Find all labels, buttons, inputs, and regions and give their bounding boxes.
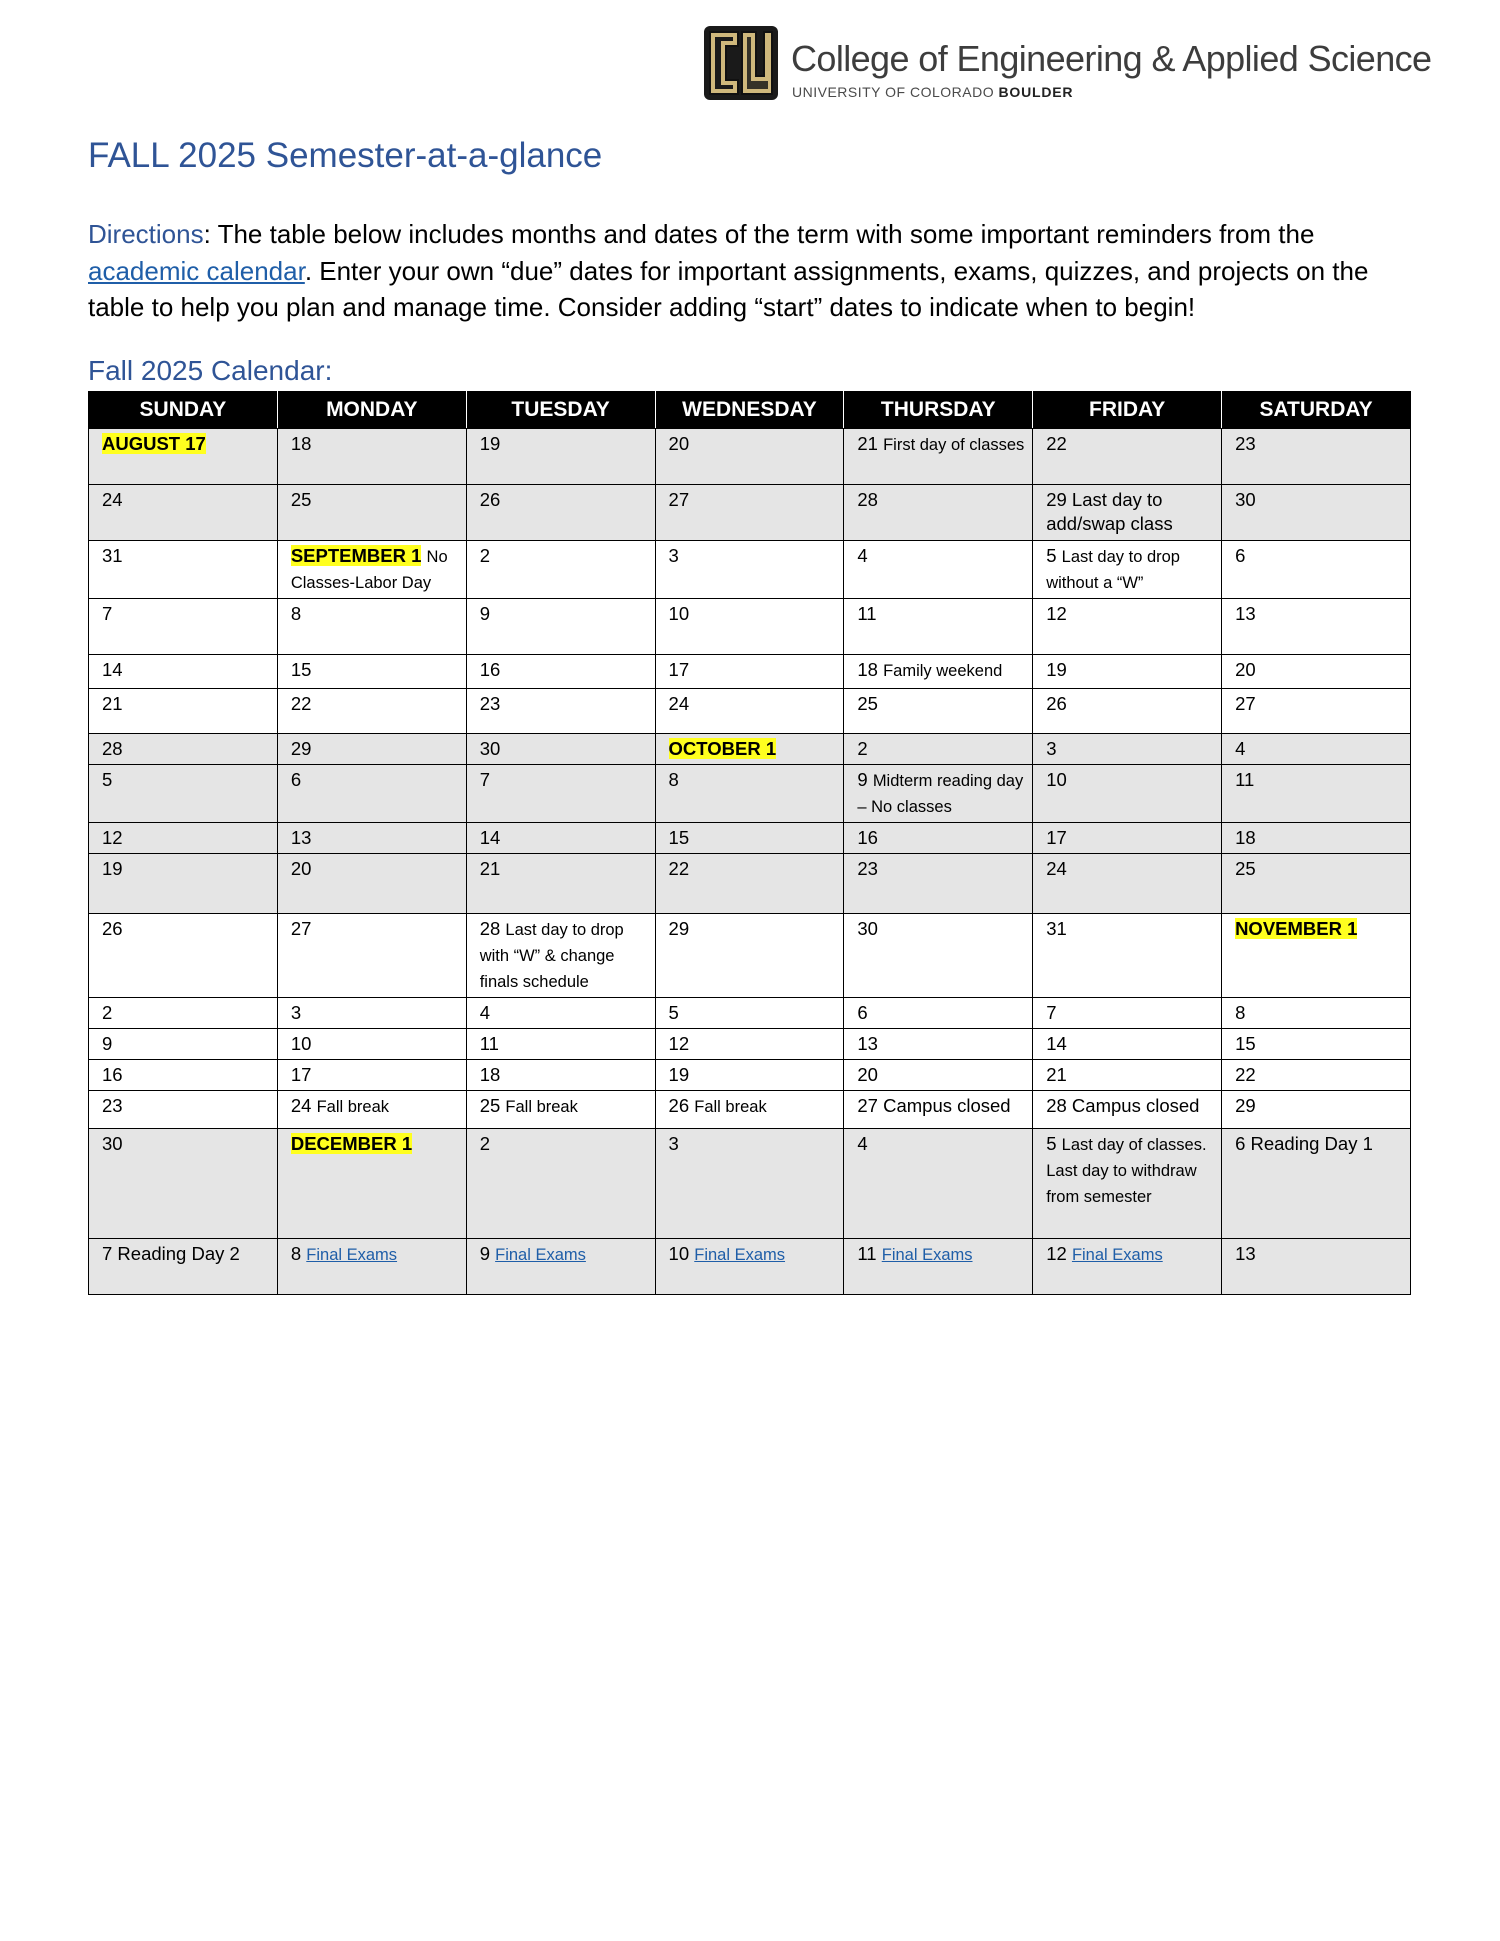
header-thursday: THURSDAY — [844, 391, 1033, 429]
month-start-label: AUGUST 17 — [102, 433, 206, 454]
page-title: FALL 2025 Semester-at-a-glance — [88, 136, 603, 175]
calendar-day-cell[interactable] — [655, 823, 844, 854]
day-note: First day of classes — [883, 436, 1025, 454]
directions-colon: : — [203, 219, 218, 249]
day-number: 30 — [102, 1133, 123, 1154]
day-number: 12 — [1046, 1243, 1067, 1264]
calendar-day-cell[interactable] — [466, 689, 655, 734]
calendar-day-cell[interactable] — [1222, 599, 1411, 655]
calendar-day-cell[interactable] — [277, 914, 466, 998]
day-number: 9 — [102, 1033, 113, 1054]
day-number: 20 — [290, 858, 312, 879]
calendar-day-cell[interactable] — [655, 689, 844, 734]
day-number: 3 — [668, 545, 679, 566]
day-number: 25 — [857, 693, 878, 714]
day-number: 22 — [1046, 433, 1067, 454]
day-number: 12 — [102, 827, 123, 848]
logo-sub-prefix: UNIVERSITY OF COLORADO — [792, 84, 995, 100]
day-number: 22 — [1235, 1064, 1256, 1085]
day-number: 21 — [102, 693, 123, 714]
calendar-day-cell[interactable] — [844, 1060, 1033, 1091]
calendar-day-cell[interactable] — [89, 854, 278, 914]
day-number: 18 — [857, 659, 878, 680]
day-number: 26 — [479, 489, 501, 510]
day-number: 29 — [1235, 1095, 1256, 1116]
directions-label: Directions — [88, 219, 204, 249]
calendar-day-cell[interactable] — [844, 655, 1033, 689]
day-number: 8 — [668, 769, 679, 790]
day-number: 2 — [479, 1133, 490, 1154]
calendar-day-cell[interactable] — [89, 429, 278, 485]
day-number: 5 — [1046, 1133, 1057, 1154]
calendar-day-cell[interactable] — [277, 1091, 466, 1129]
header-wednesday: WEDNESDAY — [655, 391, 844, 429]
calendar-day-cell[interactable] — [89, 541, 278, 599]
calendar-day-cell[interactable] — [1222, 1239, 1411, 1295]
day-note: No Classes-Labor Day — [290, 548, 448, 592]
month-start-label: DECEMBER 1 — [290, 1133, 413, 1154]
day-number: 16 — [857, 827, 878, 848]
calendar-day-cell[interactable] — [277, 1239, 466, 1295]
logo-sub-bold: BOULDER — [998, 84, 1074, 100]
calendar-day-cell[interactable] — [466, 429, 655, 485]
day-number: 5 — [102, 769, 113, 790]
calendar-day-cell[interactable] — [655, 1091, 844, 1129]
calendar-day-cell[interactable] — [277, 655, 466, 689]
day-number: 11 — [1235, 769, 1255, 790]
day-number: 10 — [290, 1033, 312, 1054]
calendar-day-cell[interactable] — [89, 998, 278, 1029]
day-number: 21 — [479, 858, 501, 879]
header-saturday: SATURDAY — [1222, 391, 1411, 429]
day-number: 13 — [857, 1033, 878, 1054]
calendar-body — [89, 429, 1411, 1295]
day-number: 4 — [479, 1002, 490, 1023]
calendar-day-cell[interactable] — [1033, 541, 1222, 599]
day-number: 2 — [479, 545, 490, 566]
day-note: Last day to drop with “W” & change finals schedule — [479, 921, 624, 991]
day-number: 18 — [1235, 827, 1256, 848]
day-number: 9 — [479, 1243, 490, 1264]
calendar-day-cell[interactable] — [655, 1239, 844, 1295]
day-number: 28 — [102, 738, 123, 759]
calendar-day-cell[interactable] — [466, 655, 655, 689]
day-number: 10 — [1046, 769, 1067, 790]
calendar-day-cell[interactable] — [466, 599, 655, 655]
calendar-day-cell[interactable] — [1222, 765, 1411, 823]
calendar-day-cell[interactable] — [466, 485, 655, 541]
calendar-day-cell[interactable] — [844, 914, 1033, 998]
calendar-week-row — [89, 1239, 1411, 1295]
day-number: 8 — [290, 603, 302, 624]
calendar-day-cell[interactable] — [277, 1129, 466, 1239]
day-number: 2 — [102, 1002, 113, 1023]
day-number: 24 — [290, 1095, 312, 1116]
calendar-day-cell[interactable] — [844, 1091, 1033, 1129]
final-exams-link[interactable]: Final Exams — [306, 1246, 398, 1264]
day-number: 13 — [1235, 603, 1256, 624]
day-number: 26 — [1046, 693, 1067, 714]
day-number: 31 — [1046, 918, 1067, 939]
day-number: 9 — [857, 769, 868, 790]
header-friday: FRIDAY — [1033, 391, 1222, 429]
calendar-day-cell[interactable] — [89, 1060, 278, 1091]
day-note: Fall break — [694, 1098, 767, 1116]
calendar-day-cell[interactable] — [655, 1060, 844, 1091]
calendar-day-cell[interactable] — [655, 854, 844, 914]
day-number: 7 — [479, 769, 490, 790]
day-number: 3 — [1046, 738, 1057, 759]
calendar-day-cell[interactable] — [466, 734, 655, 765]
calendar-day-cell[interactable] — [277, 485, 466, 541]
calendar-day-cell[interactable] — [1222, 541, 1411, 599]
calendar-week-row — [89, 1029, 1411, 1060]
calendar-day-cell[interactable] — [844, 1029, 1033, 1060]
day-number: 11 — [857, 603, 877, 624]
calendar-day-cell[interactable] — [1033, 1091, 1222, 1129]
day-number: 27 — [290, 918, 312, 939]
day-number: 25 — [1235, 858, 1256, 879]
calendar-day-cell[interactable] — [655, 541, 844, 599]
day-number: 27 — [1235, 693, 1256, 714]
calendar-day-cell[interactable] — [89, 823, 278, 854]
calendar-day-cell[interactable] — [89, 734, 278, 765]
day-number: 27 — [668, 489, 690, 510]
calendar-day-cell[interactable] — [844, 689, 1033, 734]
day-number: 30 — [1235, 489, 1256, 510]
calendar-day-cell[interactable] — [89, 1129, 278, 1239]
day-number: 15 — [1235, 1033, 1256, 1054]
calendar-day-cell[interactable] — [89, 1091, 278, 1129]
day-number: 18 — [290, 433, 312, 454]
day-number: 22 — [668, 858, 690, 879]
calendar-day-cell[interactable] — [655, 765, 844, 823]
day-number: 13 — [290, 827, 312, 848]
calendar-day-cell[interactable] — [1222, 1091, 1411, 1129]
calendar-day-cell[interactable] — [655, 429, 844, 485]
day-number: 14 — [102, 659, 123, 680]
calendar-day-cell[interactable] — [466, 854, 655, 914]
day-number: 26 — [668, 1095, 690, 1116]
day-number: 6 — [1235, 545, 1246, 566]
calendar-day-cell[interactable] — [1033, 854, 1222, 914]
calendar-heading: Fall 2025 Calendar: — [88, 355, 333, 386]
calendar-week-row — [89, 914, 1411, 998]
day-number: 31 — [102, 545, 123, 566]
calendar-day-cell[interactable] — [277, 541, 466, 599]
cu-logo-icon — [702, 24, 780, 102]
day-note: Fall break — [316, 1098, 390, 1116]
calendar-day-cell[interactable] — [1222, 1129, 1411, 1239]
day-number: 6 Reading Day 1 — [1235, 1133, 1373, 1154]
calendar-day-cell[interactable] — [89, 1029, 278, 1060]
calendar-day-cell[interactable] — [1033, 823, 1222, 854]
day-number: 20 — [857, 1064, 878, 1085]
calendar-header-row — [89, 391, 1411, 429]
calendar-week-row — [89, 765, 1411, 823]
calendar-day-cell[interactable] — [466, 914, 655, 998]
day-number: 11 — [857, 1243, 877, 1264]
calendar-day-cell[interactable] — [655, 1029, 844, 1060]
header-sunday: SUNDAY — [89, 391, 278, 429]
day-number: 17 — [1046, 827, 1067, 848]
day-number: 5 — [1046, 545, 1057, 566]
day-number: 25 — [479, 1095, 501, 1116]
day-number: 3 — [290, 1002, 302, 1023]
day-number: 13 — [1235, 1243, 1256, 1264]
calendar-day-cell[interactable] — [466, 823, 655, 854]
calendar-day-cell[interactable] — [466, 765, 655, 823]
day-number: 7 — [102, 603, 113, 624]
day-note: Midterm reading day – No classes — [857, 772, 1024, 816]
day-number: 28 Campus closed — [1046, 1095, 1200, 1116]
calendar-day-cell[interactable] — [1033, 485, 1222, 541]
day-number: 10 — [668, 1243, 690, 1264]
day-number: 24 — [1046, 858, 1067, 879]
day-number: 21 — [857, 433, 878, 454]
day-note: Last day to drop without a “W” — [1046, 548, 1180, 592]
calendar-day-cell[interactable] — [1033, 998, 1222, 1029]
calendar-day-cell[interactable] — [466, 1129, 655, 1239]
day-number: 16 — [102, 1064, 123, 1085]
day-number: 16 — [479, 659, 501, 680]
calendar-week-row — [89, 689, 1411, 734]
day-number: 23 — [857, 858, 878, 879]
day-number: 3 — [668, 1133, 679, 1154]
calendar-day-cell[interactable] — [844, 823, 1033, 854]
day-number: 23 — [1235, 433, 1256, 454]
day-number: 6 — [290, 769, 302, 790]
header-monday: MONDAY — [277, 391, 466, 429]
college-logo — [702, 24, 1432, 104]
logo-title: College of Engineering & Applied Science — [791, 38, 1432, 79]
calendar-day-cell[interactable] — [466, 1029, 655, 1060]
day-number: 19 — [102, 858, 123, 879]
calendar-day-cell[interactable] — [277, 998, 466, 1029]
calendar-day-cell[interactable] — [844, 485, 1033, 541]
calendar-day-cell[interactable] — [277, 1029, 466, 1060]
day-number: 7 Reading Day 2 — [102, 1243, 240, 1264]
day-number: 6 — [857, 1002, 868, 1023]
calendar-day-cell[interactable] — [844, 1129, 1033, 1239]
semester-calendar-table — [88, 391, 1411, 1295]
day-number: 15 — [668, 827, 690, 848]
day-number: 23 — [102, 1095, 123, 1116]
calendar-day-cell[interactable] — [277, 429, 466, 485]
calendar-week-row — [89, 541, 1411, 599]
day-number: 12 — [668, 1033, 690, 1054]
logo-subtitle — [792, 84, 1073, 100]
month-start-label: OCTOBER 1 — [668, 738, 777, 759]
day-number: 23 — [479, 693, 501, 714]
calendar-day-cell[interactable] — [89, 765, 278, 823]
day-number: 24 — [668, 693, 690, 714]
directions-text-1: The table below includes months and dates of the term with some important reminders from the — [217, 219, 1315, 249]
calendar-day-cell[interactable] — [655, 998, 844, 1029]
day-number: 19 — [479, 433, 501, 454]
calendar-week-row — [89, 485, 1411, 541]
calendar-day-cell[interactable] — [655, 655, 844, 689]
calendar-day-cell[interactable] — [1222, 823, 1411, 854]
day-number: 10 — [668, 603, 690, 624]
final-exams-link[interactable]: Final Exams — [1071, 1246, 1163, 1264]
calendar-day-cell[interactable] — [1033, 1129, 1222, 1239]
day-number: 21 — [1046, 1064, 1067, 1085]
day-note: Last day of classes. Last day to withdraw from semester — [1046, 1136, 1207, 1206]
calendar-day-cell[interactable] — [466, 1091, 655, 1129]
calendar-day-cell[interactable] — [277, 765, 466, 823]
calendar-day-cell[interactable] — [844, 854, 1033, 914]
calendar-week-row — [89, 1129, 1411, 1239]
calendar-day-cell[interactable] — [844, 429, 1033, 485]
header-tuesday: TUESDAY — [466, 391, 655, 429]
calendar-day-cell[interactable] — [89, 485, 278, 541]
calendar-week-row — [89, 1060, 1411, 1091]
day-number: 2 — [857, 738, 868, 759]
day-number: 19 — [1046, 659, 1067, 680]
day-number: 4 — [857, 1133, 868, 1154]
calendar-day-cell[interactable] — [277, 1060, 466, 1091]
calendar-day-cell[interactable] — [89, 655, 278, 689]
calendar-day-cell[interactable] — [1222, 914, 1411, 998]
day-number: 28 — [479, 918, 501, 939]
calendar-day-cell[interactable] — [844, 541, 1033, 599]
day-number: 18 — [479, 1064, 501, 1085]
calendar-day-cell[interactable] — [466, 1239, 655, 1295]
day-number: 4 — [857, 545, 868, 566]
calendar-day-cell[interactable] — [1222, 998, 1411, 1029]
day-number: 28 — [857, 489, 878, 510]
calendar-day-cell[interactable] — [1222, 1029, 1411, 1060]
month-start-label: SEPTEMBER 1 — [290, 545, 422, 566]
calendar-week-row — [89, 734, 1411, 765]
calendar-week-row — [89, 599, 1411, 655]
day-number: 12 — [1046, 603, 1067, 624]
day-number: 11 — [479, 1033, 499, 1054]
day-note: Family weekend — [883, 662, 1003, 680]
day-number: 22 — [290, 693, 312, 714]
calendar-day-cell[interactable] — [655, 599, 844, 655]
calendar-day-cell[interactable] — [1033, 1239, 1222, 1295]
calendar-week-row — [89, 1091, 1411, 1129]
calendar-day-cell[interactable] — [89, 599, 278, 655]
day-number: 8 — [1235, 1002, 1246, 1023]
calendar-day-cell[interactable] — [277, 823, 466, 854]
final-exams-link[interactable]: Final Exams — [495, 1246, 586, 1264]
calendar-day-cell[interactable] — [277, 689, 466, 734]
calendar-day-cell[interactable] — [89, 914, 278, 998]
day-number: 25 — [290, 489, 312, 510]
calendar-day-cell[interactable] — [1033, 655, 1222, 689]
calendar-day-cell[interactable] — [1222, 854, 1411, 914]
calendar-day-cell[interactable] — [466, 541, 655, 599]
calendar-day-cell[interactable] — [1033, 689, 1222, 734]
calendar-week-row — [89, 998, 1411, 1029]
calendar-day-cell[interactable] — [1033, 429, 1222, 485]
calendar-day-cell[interactable] — [1033, 765, 1222, 823]
day-number: 14 — [479, 827, 501, 848]
calendar-week-row — [89, 655, 1411, 689]
day-number: 30 — [857, 918, 878, 939]
day-number: 24 — [102, 489, 123, 510]
day-number: 26 — [102, 918, 123, 939]
day-number: 17 — [290, 1064, 312, 1085]
calendar-day-cell[interactable] — [1222, 734, 1411, 765]
calendar-day-cell[interactable] — [844, 599, 1033, 655]
calendar-day-cell[interactable] — [1033, 599, 1222, 655]
day-number: 15 — [290, 659, 312, 680]
calendar-day-cell[interactable] — [655, 1129, 844, 1239]
calendar-day-cell[interactable] — [655, 734, 844, 765]
calendar-day-cell[interactable] — [844, 998, 1033, 1029]
calendar-day-cell[interactable] — [1033, 1029, 1222, 1060]
month-start-label: NOVEMBER 1 — [1235, 918, 1358, 939]
calendar-day-cell[interactable] — [89, 689, 278, 734]
final-exams-link[interactable]: Final Exams — [694, 1246, 786, 1264]
calendar-day-cell[interactable] — [466, 1060, 655, 1091]
calendar-day-cell[interactable] — [466, 998, 655, 1029]
academic-calendar-link[interactable]: academic calendar — [88, 255, 305, 286]
day-number: 29 — [668, 918, 690, 939]
calendar-day-cell[interactable] — [89, 1239, 278, 1295]
calendar-day-cell[interactable] — [844, 1239, 1033, 1295]
calendar-day-cell[interactable] — [1222, 429, 1411, 485]
calendar-day-cell[interactable] — [277, 599, 466, 655]
day-number: 9 — [479, 603, 490, 624]
day-number: 7 — [1046, 1002, 1057, 1023]
calendar-day-cell[interactable] — [1222, 689, 1411, 734]
day-number: 8 — [290, 1243, 302, 1264]
calendar-day-cell[interactable] — [1222, 1060, 1411, 1091]
directions-paragraph — [88, 216, 1428, 326]
directions-text-2: . Enter your own “due” dates for important assignments, exams, quizzes, and projects on the table to help you plan and manage time. Consider adding “start” dates to indicate when to begin! — [88, 255, 1369, 322]
calendar-day-cell[interactable] — [277, 734, 466, 765]
day-number: 17 — [668, 659, 690, 680]
day-number: 27 Campus closed — [857, 1095, 1011, 1116]
calendar-day-cell[interactable] — [1033, 914, 1222, 998]
calendar-week-row — [89, 854, 1411, 914]
calendar-day-cell[interactable] — [1033, 1060, 1222, 1091]
day-note: Fall break — [505, 1098, 578, 1116]
day-number: 5 — [668, 1002, 679, 1023]
day-number: 20 — [1235, 659, 1256, 680]
calendar-week-row — [89, 429, 1411, 485]
day-number: 29 Last day to add/swap class — [1046, 489, 1173, 534]
calendar-day-cell[interactable] — [1222, 655, 1411, 689]
calendar-day-cell[interactable] — [844, 734, 1033, 765]
day-number: 20 — [668, 433, 690, 454]
calendar-day-cell[interactable] — [1222, 485, 1411, 541]
final-exams-link[interactable]: Final Exams — [881, 1246, 973, 1264]
calendar-day-cell[interactable] — [844, 765, 1033, 823]
calendar-day-cell[interactable] — [1033, 734, 1222, 765]
day-number: 14 — [1046, 1033, 1067, 1054]
calendar-week-row — [89, 823, 1411, 854]
day-number: 4 — [1235, 738, 1246, 759]
day-number: 19 — [668, 1064, 690, 1085]
day-number: 30 — [479, 738, 501, 759]
calendar-day-cell[interactable] — [655, 914, 844, 998]
calendar-day-cell[interactable] — [655, 485, 844, 541]
day-number: 29 — [290, 738, 312, 759]
calendar-day-cell[interactable] — [277, 854, 466, 914]
